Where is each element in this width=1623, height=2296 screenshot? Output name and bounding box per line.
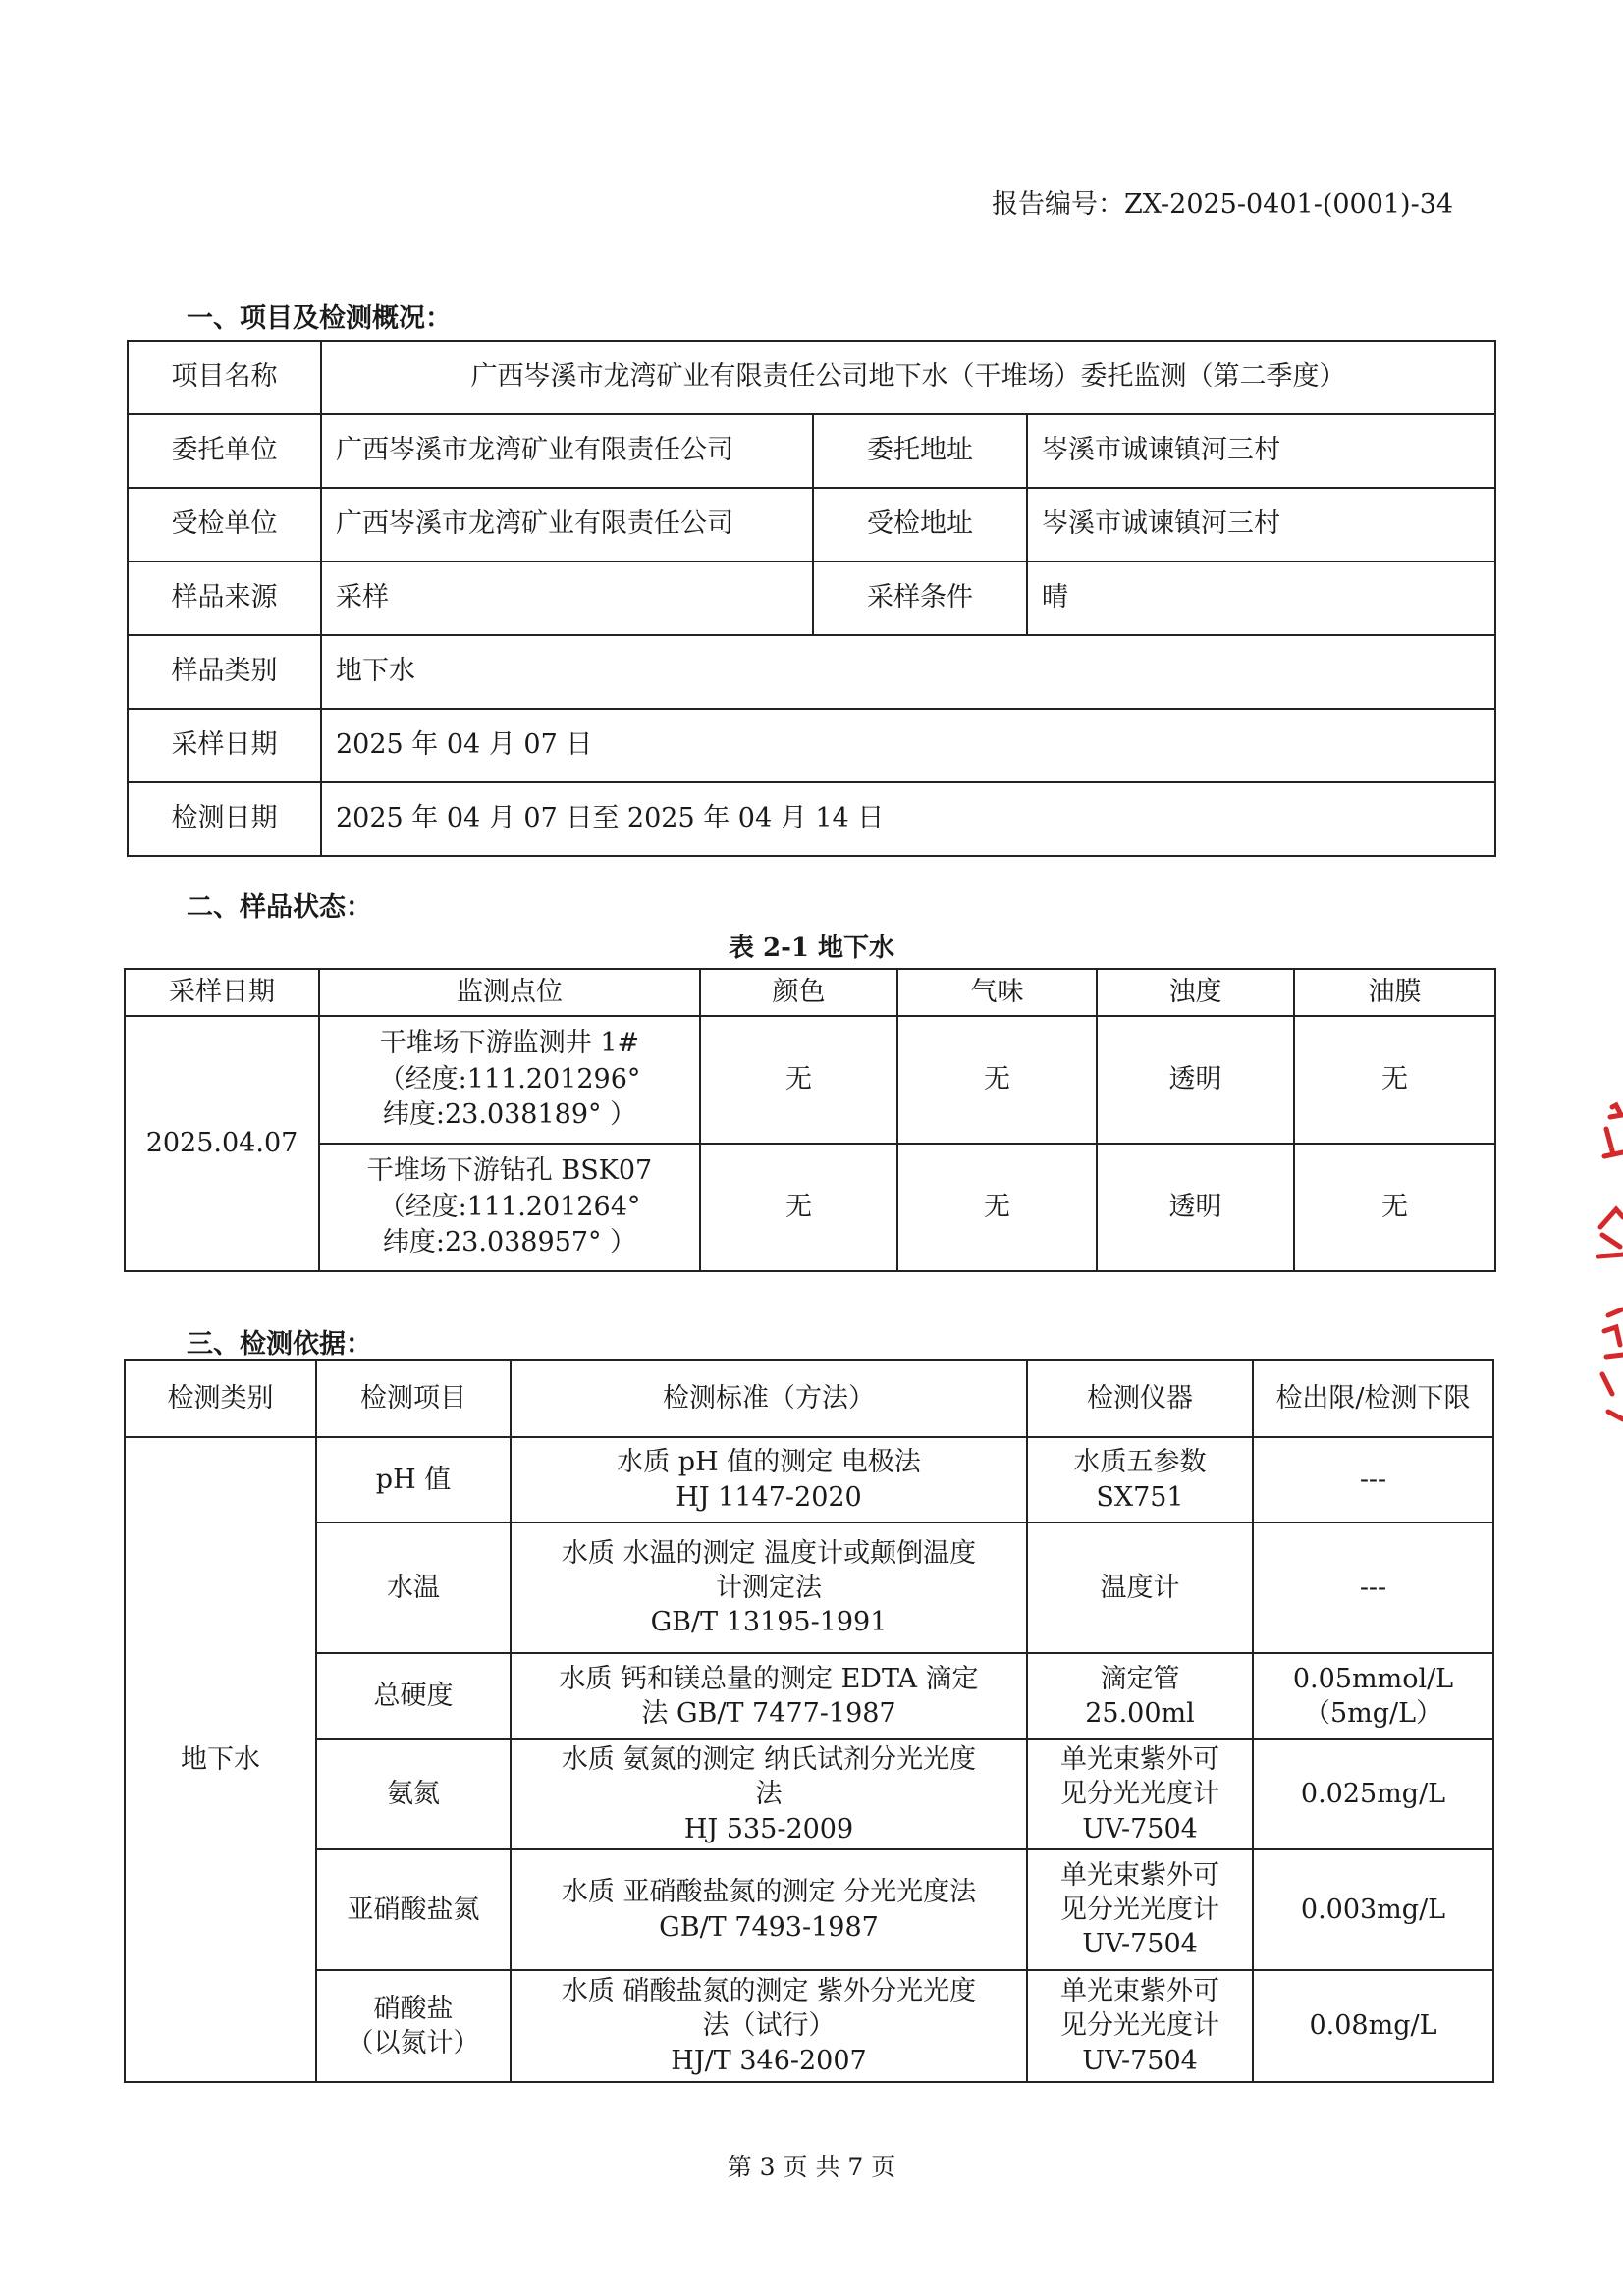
inspected-unit-label: 受检单位	[128, 488, 321, 561]
standard-line: GB/T 13195-1991	[650, 1607, 888, 1638]
standard-line: 水质 水温的测定 温度计或颠倒温度	[561, 1537, 977, 1569]
standard-line: 水质 亚硝酸盐氮的测定 分光光度法	[561, 1877, 977, 1908]
client-value: 广西岑溪市龙湾矿业有限责任公司	[321, 414, 813, 488]
monitoring-site-cell	[319, 1016, 700, 1144]
column-header: 颜色	[700, 969, 897, 1016]
instrument-line: 水质五参数	[1073, 1447, 1207, 1478]
limit-line: 0.08mg/L	[1309, 2010, 1437, 2042]
test-item-cell	[316, 1653, 511, 1739]
section-1-title: 一、项目及检测概况：	[187, 303, 452, 334]
limit-line: 0.003mg/L	[1300, 1894, 1446, 1925]
column-header: 检测类别	[125, 1360, 316, 1437]
table-row	[125, 1144, 1495, 1271]
item-line: pH 值	[375, 1464, 452, 1495]
standard-line: 水质 钙和镁总量的测定 EDTA 滴定	[559, 1663, 979, 1694]
test-instrument-cell	[1027, 1739, 1253, 1849]
test-item-cell	[316, 1739, 511, 1849]
table-caption: 表 2-1 地下水	[728, 934, 895, 963]
test-instrument-cell	[1027, 1849, 1253, 1970]
test-item-cell	[316, 1437, 511, 1522]
standard-line: 法（试行）	[702, 2010, 836, 2042]
sampling-date-value: 2025 年 04 月 07 日	[321, 709, 1495, 782]
table-row	[125, 1016, 1495, 1144]
table-row	[128, 561, 1495, 635]
client-address-label: 委托地址	[813, 414, 1027, 488]
test-instrument-cell	[1027, 1970, 1253, 2082]
standard-line: 水质 pH 值的测定 电极法	[617, 1447, 921, 1478]
standard-line: 法	[755, 1779, 783, 1810]
sampling-condition-label: 采样条件	[813, 561, 1027, 635]
column-header: 检测标准（方法）	[511, 1360, 1027, 1437]
instrument-line: 单光束紫外可	[1060, 1859, 1219, 1891]
odor-cell: 无	[897, 1016, 1097, 1144]
column-header: 浊度	[1097, 969, 1294, 1016]
table-row	[125, 1437, 1493, 1522]
client-label: 委托单位	[128, 414, 321, 488]
instrument-line: 滴定管	[1100, 1663, 1180, 1694]
testing-date-label: 检测日期	[128, 782, 321, 856]
column-header: 检出限/检测下限	[1253, 1360, 1493, 1437]
oil-film-cell: 无	[1294, 1144, 1495, 1271]
standard-line: HJ 1147-2020	[676, 1481, 862, 1513]
standard-line: GB/T 7493-1987	[659, 1911, 879, 1943]
standard-line: 水质 氨氮的测定 纳氏试剂分光光度	[561, 1744, 977, 1776]
sample-status-table	[124, 968, 1496, 1272]
standard-line: HJ/T 346-2007	[671, 2045, 867, 2076]
test-item-cell	[316, 1849, 511, 1970]
instrument-line: 25.00ml	[1085, 1698, 1195, 1729]
inspected-unit-value: 广西岑溪市龙湾矿业有限责任公司	[321, 488, 813, 561]
site-line: 纬度:23.038189° ）	[382, 1099, 637, 1131]
instrument-line: UV-7504	[1082, 1929, 1198, 1960]
instrument-line: 单光束紫外可	[1060, 1744, 1219, 1776]
site-line: 干堆场下游监测井 1#	[379, 1028, 640, 1059]
sample-category-value: 地下水	[321, 635, 1495, 709]
column-header: 油膜	[1294, 969, 1495, 1016]
turbidity-cell: 透明	[1097, 1016, 1294, 1144]
table-row	[125, 1970, 1493, 2082]
standard-line: 法 GB/T 7477-1987	[641, 1698, 896, 1729]
column-header: 检测仪器	[1027, 1360, 1253, 1437]
instrument-line: UV-7504	[1082, 1813, 1198, 1844]
limit-line: 0.05mmol/L	[1292, 1663, 1454, 1694]
detection-limit-cell	[1253, 1437, 1493, 1522]
table-row	[125, 1849, 1493, 1970]
item-line: 硝酸盐	[373, 1993, 454, 2024]
instrument-line: SX751	[1096, 1481, 1184, 1513]
table-row	[128, 414, 1495, 488]
detection-limit-cell	[1253, 1739, 1493, 1849]
sample-category-label: 样品类别	[128, 635, 321, 709]
item-line: 总硬度	[373, 1681, 454, 1712]
instrument-line: 温度计	[1100, 1572, 1180, 1603]
table-row	[128, 341, 1495, 414]
table-row	[125, 1653, 1493, 1739]
site-line: （经度:111.201296°	[378, 1063, 641, 1095]
detection-limit-cell	[1253, 1653, 1493, 1739]
section-3-title: 三、检测依据：	[187, 1329, 372, 1360]
test-item-cell	[316, 1970, 511, 2082]
test-item-cell	[316, 1522, 511, 1653]
limit-line: 0.025mg/L	[1300, 1779, 1446, 1810]
item-line: 亚硝酸盐氮	[347, 1894, 480, 1925]
limit-line: ---	[1359, 1464, 1387, 1495]
test-standard-cell	[511, 1437, 1027, 1522]
client-address-value: 岑溪市诚谏镇河三村	[1027, 414, 1495, 488]
table-header-row	[125, 1360, 1493, 1437]
test-standard-cell	[511, 1653, 1027, 1739]
detection-limit-cell	[1253, 1849, 1493, 1970]
column-header: 气味	[897, 969, 1097, 1016]
instrument-line: 见分光光度计	[1060, 1894, 1219, 1925]
limit-line: （5mg/L）	[1303, 1698, 1443, 1729]
testing-date-value: 2025 年 04 月 07 日至 2025 年 04 月 14 日	[321, 782, 1495, 856]
test-instrument-cell	[1027, 1522, 1253, 1653]
test-instrument-cell	[1027, 1653, 1253, 1739]
instrument-line: 单光束紫外可	[1060, 1976, 1219, 2007]
test-standard-cell	[511, 1970, 1027, 2082]
color-cell: 无	[700, 1144, 897, 1271]
section-2-title: 二、样品状态：	[187, 892, 372, 923]
instrument-line: 见分光光度计	[1060, 2010, 1219, 2042]
testing-basis-table	[124, 1359, 1494, 2083]
project-name-label: 项目名称	[128, 341, 321, 414]
site-line: （经度:111.201264°	[378, 1191, 641, 1222]
report-number: 报告编号：ZX-2025-0401-(0001)-34	[992, 189, 1454, 220]
sampling-date-label: 采样日期	[128, 709, 321, 782]
table-row	[128, 635, 1495, 709]
site-line: 纬度:23.038957° ）	[382, 1227, 637, 1258]
column-header: 检测项目	[316, 1360, 511, 1437]
detection-limit-cell	[1253, 1970, 1493, 2082]
column-header: 采样日期	[125, 969, 319, 1016]
color-cell: 无	[700, 1016, 897, 1144]
monitoring-site-cell	[319, 1144, 700, 1271]
sample-source-label: 样品来源	[128, 561, 321, 635]
test-standard-cell	[511, 1849, 1027, 1970]
odor-cell: 无	[897, 1144, 1097, 1271]
sample-source-value: 采样	[321, 561, 813, 635]
table-row	[125, 1522, 1493, 1653]
table-row	[125, 1739, 1493, 1849]
test-category-cell: 地下水	[125, 1437, 316, 2082]
test-instrument-cell	[1027, 1437, 1253, 1522]
limit-line: ---	[1359, 1572, 1387, 1603]
standard-line: 水质 硝酸盐氮的测定 紫外分光光度	[561, 1976, 977, 2007]
table-header-row	[125, 969, 1495, 1016]
column-header: 监测点位	[319, 969, 700, 1016]
item-line: 水温	[387, 1572, 440, 1603]
site-line: 干堆场下游钻孔 BSK07	[366, 1155, 653, 1187]
project-overview-table	[127, 340, 1496, 857]
inspected-address-label: 受检地址	[813, 488, 1027, 561]
sampling-condition-value: 晴	[1027, 561, 1495, 635]
instrument-line: 见分光光度计	[1060, 1779, 1219, 1810]
oil-film-cell: 无	[1294, 1016, 1495, 1144]
turbidity-cell: 透明	[1097, 1144, 1294, 1271]
instrument-line: UV-7504	[1082, 2045, 1198, 2076]
standard-line: 计测定法	[716, 1572, 822, 1603]
project-name-value: 广西岑溪市龙湾矿业有限责任公司地下水（干堆场）委托监测（第二季度）	[321, 341, 1495, 414]
test-standard-cell	[511, 1739, 1027, 1849]
test-standard-cell	[511, 1522, 1027, 1653]
item-line: （以氮计）	[347, 2028, 480, 2058]
detection-limit-cell	[1253, 1522, 1493, 1653]
standard-line: HJ 535-2009	[683, 1813, 854, 1844]
inspected-address-value: 岑溪市诚谏镇河三村	[1027, 488, 1495, 561]
page-number: 第 3 页 共 7 页	[727, 2153, 896, 2181]
table-row	[128, 782, 1495, 856]
table-row	[128, 709, 1495, 782]
table-row	[128, 488, 1495, 561]
sampling-date-cell: 2025.04.07	[125, 1016, 319, 1271]
item-line: 氨氮	[387, 1779, 440, 1810]
seal-stamp	[1583, 1099, 1623, 1423]
